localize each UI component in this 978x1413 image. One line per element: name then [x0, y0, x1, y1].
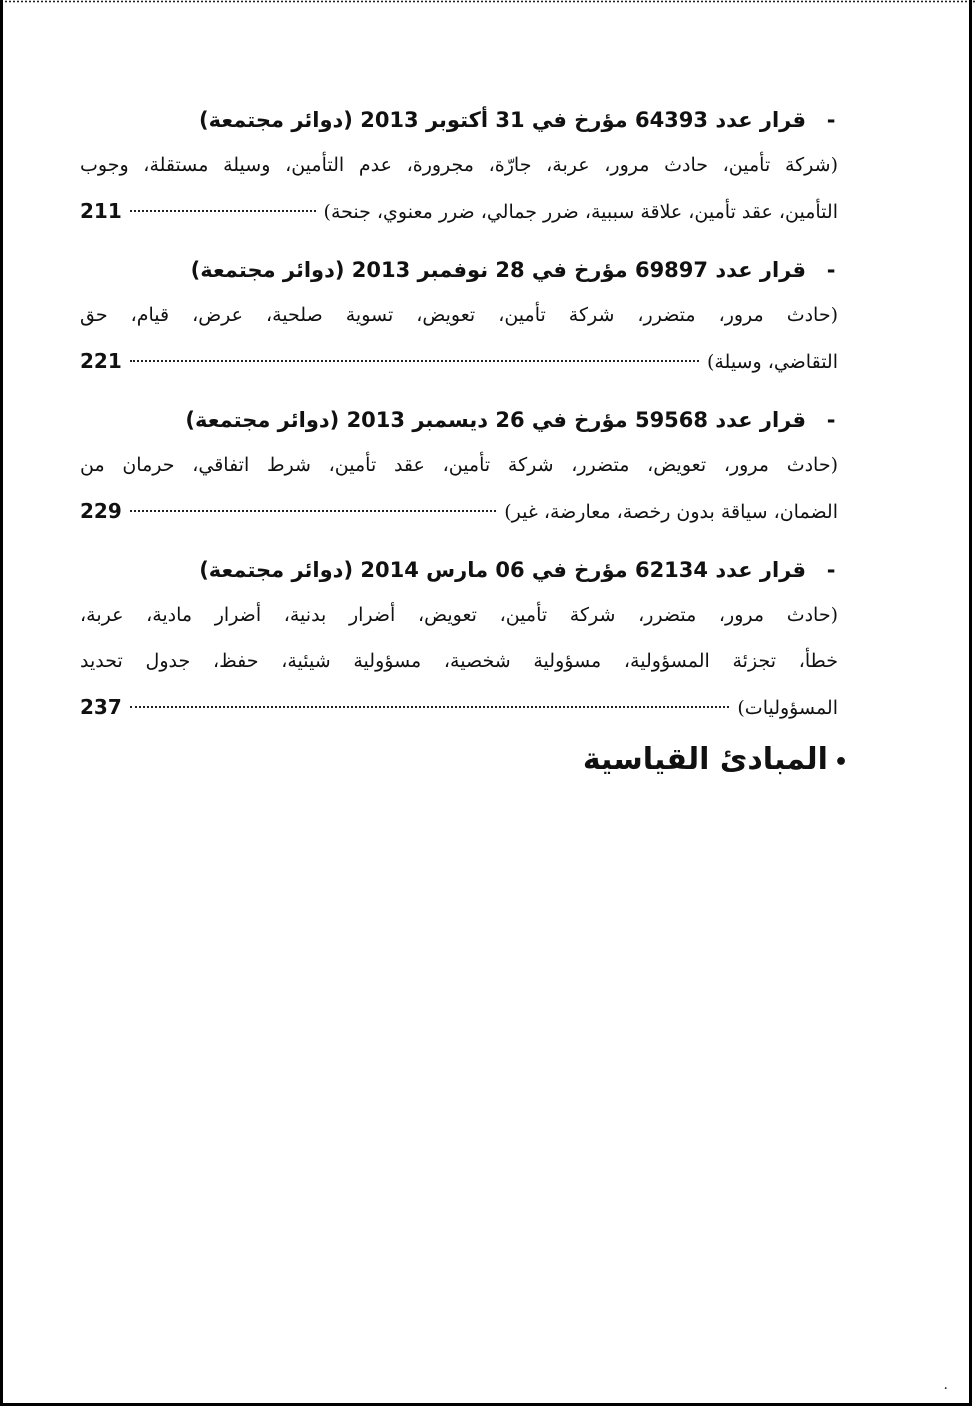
entry-last-line: [80, 338, 838, 384]
leader-dots: [130, 210, 316, 212]
entry-keywords-line: (حادث مرور، تعويض، متضرر، شركة تأمين، عقد تأمين، شرط اتفاقي، حرمان من: [80, 454, 838, 476]
entry-dash: -: [826, 258, 836, 282]
entry-heading-text: قرار عدد 69897 مؤرخ في 28 نوفمبر 2013 (دوائر مجتمعة): [190, 258, 806, 282]
page-number: 229: [80, 499, 122, 523]
index-entry: [80, 400, 838, 534]
index-entry: [80, 100, 838, 234]
scan-mark: ·: [943, 1381, 948, 1397]
section-title-text: المبادئ القياسية: [582, 742, 828, 777]
entry-keywords-line: (شركة تأمين، حادث مرور، عربة، جارّة، مجرورة، عدم التأمين، وسيلة مستقلة، وجوب: [80, 154, 838, 176]
entry-heading: [80, 250, 838, 292]
page-number: 221: [80, 349, 122, 373]
index-entry: [80, 550, 838, 730]
entry-heading-text: قرار عدد 64393 مؤرخ في 31 أكتوبر 2013 (دوائر مجتمعة): [199, 108, 806, 132]
entry-dash: -: [826, 408, 836, 432]
entry-heading: [80, 550, 838, 592]
entry-keywords-end: الضمان، سياقة بدون رخصة، معارضة، غير): [504, 501, 838, 523]
entry-heading: [80, 100, 838, 142]
entry-heading-text: قرار عدد 59568 مؤرخ في 26 ديسمبر 2013 (دوائر مجتمعة): [185, 408, 806, 432]
entry-dash: -: [826, 108, 836, 132]
entry-heading-text: قرار عدد 62134 مؤرخ في 06 مارس 2014 (دوائر مجتمعة): [199, 558, 806, 582]
entry-keywords-line: (حادث مرور، متضرر، شركة تأمين، تعويض، أضرار بدنية، أضرار مادية، عربة،: [80, 604, 838, 626]
index-list: [80, 100, 838, 746]
section-title: [583, 738, 848, 785]
leader-dots: [130, 360, 699, 362]
entry-last-line: [80, 488, 838, 534]
leader-dots: [130, 510, 497, 512]
entry-last-line: [80, 188, 838, 234]
entry-heading: [80, 400, 838, 442]
entry-last-line: [80, 684, 838, 730]
leader-dots: [130, 706, 730, 708]
entry-keywords-end: التأمين، عقد تأمين، علاقة سببية، ضرر جمالي، ضرر معنوي، جنحة): [323, 201, 838, 223]
bullet-icon: •: [833, 750, 848, 775]
index-entry: [80, 250, 838, 384]
page-number: 237: [80, 695, 122, 719]
entry-keywords-end: التقاضي، وسيلة): [706, 351, 838, 373]
entry-keywords-end: المسؤوليات): [737, 697, 838, 719]
page-number: 211: [80, 199, 122, 223]
entry-dash: -: [826, 558, 836, 582]
entry-keywords-line: خطأ، تجزئة المسؤولية، مسؤولية شخصية، مسؤولية شيئية، حفظ، جدول تحديد: [80, 650, 838, 672]
entry-keywords-line: (حادث مرور، متضرر، شركة تأمين، تعويض، تسوية صلحية، عرض، قيام، حق: [80, 304, 838, 326]
